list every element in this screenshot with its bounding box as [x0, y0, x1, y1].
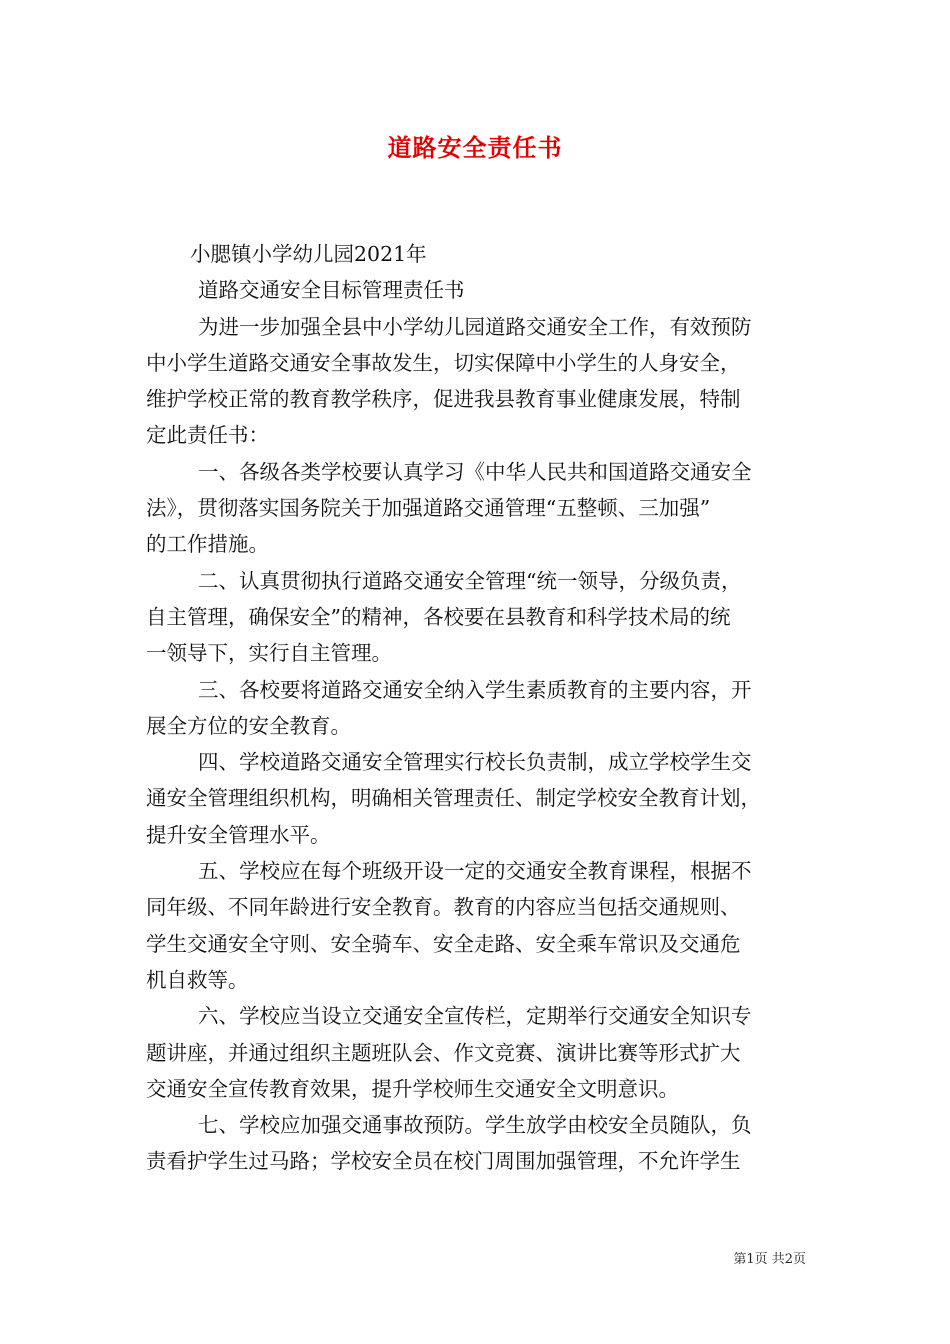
body-line: 通安全管理组织机构，明确相关管理责任、制定学校安全教育计划， [146, 786, 761, 811]
body-line: 题讲座，并通过组织主题班队会、作文竞赛、演讲比赛等形式扩大 [146, 1040, 741, 1065]
body-line: 三、各校要将道路交通安全纳入学生素质教育的主要内容，开 [198, 677, 752, 702]
body-line: 小腮镇小学幼儿园2021年 [190, 242, 427, 266]
body-line: 法》，贯彻落实国务院关于加强道路交通管理“五整顿、三加强” [146, 496, 711, 521]
body-line: 定此责任书： [146, 423, 269, 448]
body-line: 交通安全宣传教育效果，提升学校师生交通安全文明意识。 [146, 1076, 679, 1101]
body-line: 同年级、不同年龄进行安全教育。教育的内容应当包括交通规则、 [146, 895, 741, 920]
body-line: 的工作措施。 [146, 532, 269, 557]
body-line: 为进一步加强全县中小学幼儿园道路交通安全工作，有效预防 [198, 314, 752, 339]
document-title: 道路安全责任书 [387, 133, 563, 162]
body-line: 五、学校应在每个班级开设一定的交通安全教育课程，根据不 [198, 859, 752, 884]
body-line: 责看护学生过马路；学校安全员在校门周围加强管理，不允许学生 [146, 1149, 741, 1174]
body-line: 一领导下，实行自主管理。 [146, 641, 392, 666]
body-line: 自主管理，确保安全”的精神，各校要在县教育和科学技术局的统 [146, 604, 731, 629]
body-line: 提升安全管理水平。 [146, 822, 331, 847]
body-line: 机自救等。 [146, 967, 249, 992]
document-body [146, 236, 814, 1180]
body-line: 中小学生道路交通安全事故发生，切实保障中小学生的人身安全， [146, 350, 741, 375]
body-line: 一、各级各类学校要认真学习《中华人民共和国道路交通安全 [198, 459, 752, 484]
body-line: 学生交通安全守则、安全骑车、安全走路、安全乘车常识及交通危 [146, 931, 741, 956]
body-line: 四、学校道路交通安全管理实行校长负责制，成立学校学生交 [198, 750, 752, 775]
body-line: 六、学校应当设立交通安全宣传栏，定期举行交通安全知识专 [198, 1004, 752, 1029]
body-line: 二、认真贯彻执行道路交通安全管理“统一领导，分级负责， [198, 568, 742, 593]
body-line: 七、学校应加强交通事故预防。学生放学由校安全员随队，负 [198, 1113, 752, 1138]
body-line: 道路交通安全目标管理责任书 [198, 278, 465, 303]
body-line: 维护学校正常的教育教学秩序，促进我县教育事业健康发展，特制 [146, 387, 741, 412]
body-line: 展全方位的安全教育。 [146, 713, 351, 738]
page-number-footer: 第1页 共2页 [733, 1252, 806, 1267]
